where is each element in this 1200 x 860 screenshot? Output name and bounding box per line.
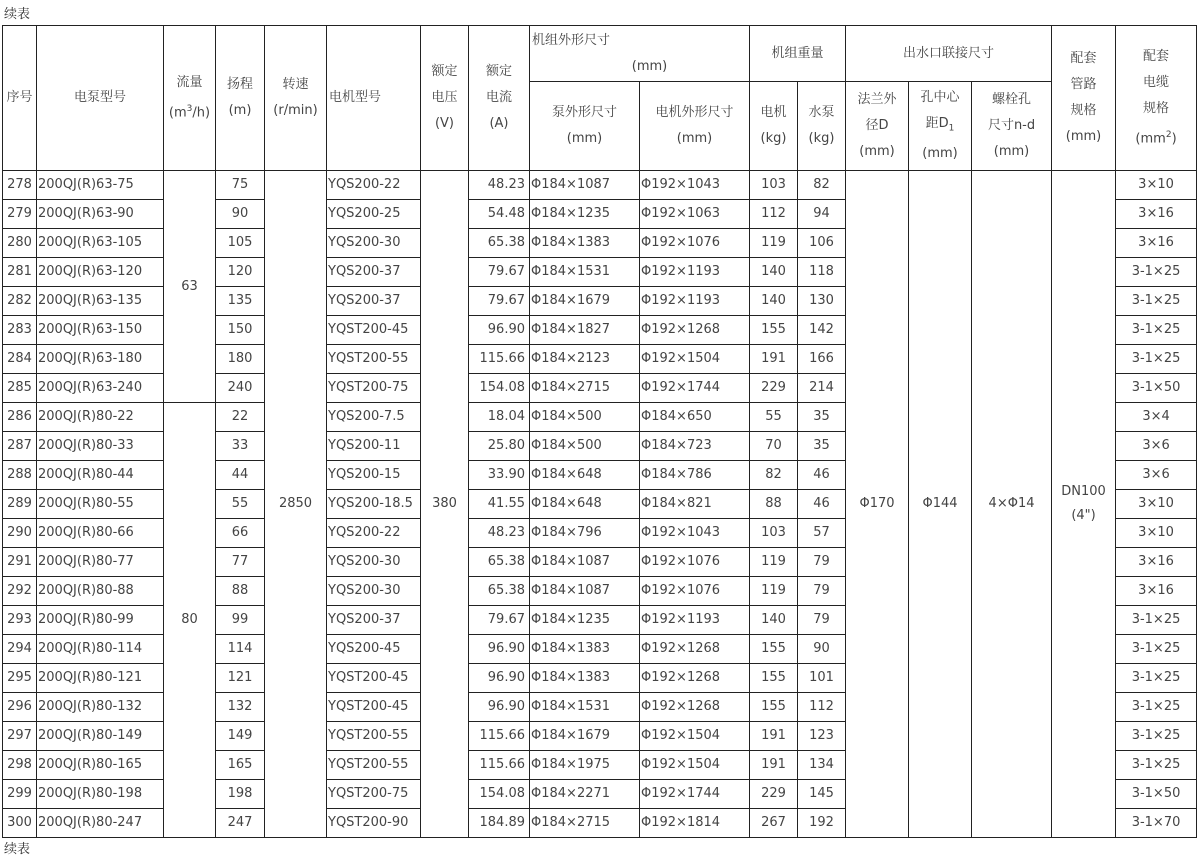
header-current: 额定 电流 (A) [469,26,530,171]
row-cable: 3×6 [1116,461,1197,490]
row-weight-pump: 130 [798,287,846,316]
row-motor-model: YQS200-37 [327,258,421,287]
row-weight-motor: 229 [750,374,798,403]
row-weight-motor: 140 [750,287,798,316]
row-weight-motor: 140 [750,258,798,287]
row-pump-dims: Φ184×1383 [530,635,640,664]
row-weight-motor: 191 [750,345,798,374]
row-cable: 3×10 [1116,519,1197,548]
row-seq: 299 [3,780,37,809]
row-pump-model: 200QJ(R)63-75 [37,171,164,200]
row-pump-model: 200QJ(R)80-66 [37,519,164,548]
row-pump-model: 200QJ(R)80-44 [37,461,164,490]
row-motor-model: YQST200-55 [327,751,421,780]
row-pump-dims: Φ184×648 [530,490,640,519]
row-motor-model: YQS200-30 [327,577,421,606]
row-cable: 3×10 [1116,171,1197,200]
table-row [3,171,1197,200]
row-current: 79.67 [469,258,530,287]
row-cable: 3-1×25 [1116,722,1197,751]
row-motor-dims: Φ192×1504 [640,751,750,780]
row-cable: 3×4 [1116,403,1197,432]
row-pump-model: 200QJ(R)80-22 [37,403,164,432]
row-head: 90 [216,200,265,229]
row-weight-pump: 79 [798,548,846,577]
row-weight-pump: 134 [798,751,846,780]
row-motor-dims: Φ192×1193 [640,606,750,635]
row-head: 44 [216,461,265,490]
row-pump-dims: Φ184×1975 [530,751,640,780]
row-pump-dims: Φ184×1679 [530,722,640,751]
row-seq: 278 [3,171,37,200]
bolt-cell: 4×Φ14 [972,171,1052,838]
row-head: 132 [216,693,265,722]
row-pump-dims: Φ184×648 [530,461,640,490]
header-speed: 转速 (r/min) [265,26,327,171]
row-motor-model: YQS200-22 [327,519,421,548]
row-motor-model: YQS200-37 [327,606,421,635]
row-motor-dims: Φ192×1814 [640,809,750,838]
row-weight-motor: 155 [750,635,798,664]
row-weight-motor: 88 [750,490,798,519]
row-pump-model: 200QJ(R)80-33 [37,432,164,461]
row-current: 33.90 [469,461,530,490]
row-cable: 3-1×25 [1116,287,1197,316]
row-seq: 279 [3,200,37,229]
row-motor-model: YQST200-90 [327,809,421,838]
header-pump-dims: 泵外形尺寸 (mm) [530,82,640,171]
row-current: 48.23 [469,519,530,548]
row-weight-pump: 192 [798,809,846,838]
row-weight-pump: 79 [798,606,846,635]
row-weight-pump: 166 [798,345,846,374]
row-pump-dims: Φ184×796 [530,519,640,548]
row-motor-dims: Φ184×723 [640,432,750,461]
header-bolt: 螺栓孔 尺寸n-d (mm) [972,82,1052,171]
row-pump-dims: Φ184×1087 [530,548,640,577]
row-seq: 283 [3,316,37,345]
header-voltage: 额定 电压 (V) [421,26,469,171]
row-weight-motor: 119 [750,229,798,258]
row-seq: 289 [3,490,37,519]
row-pump-model: 200QJ(R)80-121 [37,664,164,693]
row-pump-dims: Φ184×1087 [530,577,640,606]
header-cable: 配套 电缆 规格 $(mm^2)$ [1116,26,1197,171]
row-weight-pump: 46 [798,461,846,490]
row-motor-model: YQST200-55 [327,722,421,751]
row-pump-dims: Φ184×2715 [530,374,640,403]
row-cable: 3-1×25 [1116,316,1197,345]
row-motor-model: YQST200-45 [327,664,421,693]
row-seq: 285 [3,374,37,403]
row-pump-dims: Φ184×2715 [530,809,640,838]
row-motor-model: YQS200-30 [327,548,421,577]
row-pump-dims: Φ184×1827 [530,316,640,345]
row-weight-pump: 94 [798,200,846,229]
row-weight-pump: 123 [798,722,846,751]
row-seq: 290 [3,519,37,548]
row-cable: 3-1×25 [1116,606,1197,635]
row-weight-pump: 112 [798,693,846,722]
row-head: 105 [216,229,265,258]
row-motor-dims: Φ192×1268 [640,693,750,722]
row-seq: 298 [3,751,37,780]
row-current: 96.90 [469,316,530,345]
row-weight-pump: 35 [798,432,846,461]
row-motor-dims: Φ192×1063 [640,200,750,229]
row-motor-model: YQS200-22 [327,171,421,200]
row-weight-pump: 46 [798,490,846,519]
row-motor-dims: Φ192×1504 [640,345,750,374]
table-header [3,26,1197,171]
row-cable: 3-1×70 [1116,809,1197,838]
row-weight-motor: 155 [750,316,798,345]
row-weight-motor: 191 [750,722,798,751]
row-motor-dims: Φ192×1043 [640,171,750,200]
row-current: 18.04 [469,403,530,432]
row-pump-model: 200QJ(R)63-240 [37,374,164,403]
row-head: 77 [216,548,265,577]
table-caption-bottom: 续表 [4,842,31,857]
row-motor-dims: Φ192×1043 [640,519,750,548]
row-pump-model: 200QJ(R)63-105 [37,229,164,258]
flow-cell-63: 63 [164,171,216,403]
row-weight-motor: 229 [750,780,798,809]
pump-spec-table [2,25,1197,838]
row-motor-dims: Φ192×1268 [640,635,750,664]
row-weight-pump: 214 [798,374,846,403]
row-weight-pump: 142 [798,316,846,345]
header-weight-pump: 水泵 (kg) [798,82,846,171]
row-weight-pump: 90 [798,635,846,664]
row-motor-dims: Φ184×786 [640,461,750,490]
row-cable: 3×6 [1116,432,1197,461]
header-pump-model: 电泵型号 [37,26,164,171]
row-motor-dims: Φ184×821 [640,490,750,519]
row-current: 41.55 [469,490,530,519]
row-pump-model: 200QJ(R)80-99 [37,606,164,635]
row-head: 180 [216,345,265,374]
row-current: 184.89 [469,809,530,838]
row-weight-motor: 103 [750,519,798,548]
row-cable: 3×16 [1116,577,1197,606]
row-current: 96.90 [469,664,530,693]
row-pump-model: 200QJ(R)80-132 [37,693,164,722]
row-motor-dims: Φ192×1193 [640,258,750,287]
row-current: 115.66 [469,751,530,780]
row-seq: 296 [3,693,37,722]
pipe-size: DN100 [1061,484,1106,499]
row-current: 65.38 [469,229,530,258]
row-pump-dims: Φ184×500 [530,403,640,432]
row-pump-model: 200QJ(R)80-165 [37,751,164,780]
row-head: 165 [216,751,265,780]
header-flange: 法兰外 径D (mm) [846,82,909,171]
row-seq: 295 [3,664,37,693]
row-motor-model: YQS200-15 [327,461,421,490]
row-cable: 3-1×50 [1116,780,1197,809]
row-head: 66 [216,519,265,548]
row-pump-dims: Φ184×1383 [530,229,640,258]
row-head: 75 [216,171,265,200]
row-seq: 297 [3,722,37,751]
row-motor-model: YQS200-25 [327,200,421,229]
row-pump-dims: Φ184×1235 [530,606,640,635]
row-pump-dims: Φ184×2271 [530,780,640,809]
row-pump-model: 200QJ(R)63-90 [37,200,164,229]
row-current: 96.90 [469,693,530,722]
row-motor-model: YQST200-55 [327,345,421,374]
row-weight-motor: 119 [750,548,798,577]
header-head: 扬程 (m) [216,26,265,171]
row-current: 96.90 [469,635,530,664]
row-current: 65.38 [469,548,530,577]
pipe-cell [1052,171,1116,838]
row-motor-model: YQST200-45 [327,316,421,345]
row-current: 79.67 [469,606,530,635]
row-seq: 281 [3,258,37,287]
row-pump-dims: Φ184×1235 [530,200,640,229]
row-pump-model: 200QJ(R)63-180 [37,345,164,374]
row-cable: 3×16 [1116,548,1197,577]
header-outlet: 出水口联接尺寸 [846,26,1052,82]
row-weight-motor: 119 [750,577,798,606]
row-pump-dims: Φ184×1531 [530,693,640,722]
row-pump-model: 200QJ(R)80-114 [37,635,164,664]
header-motor-dims: 电机外形尺寸 (mm) [640,82,750,171]
row-weight-pump: 35 [798,403,846,432]
row-weight-pump: 118 [798,258,846,287]
row-weight-motor: 103 [750,171,798,200]
header-weight: 机组重量 [750,26,846,82]
row-motor-model: YQS200-7.5 [327,403,421,432]
row-weight-pump: 57 [798,519,846,548]
row-head: 22 [216,403,265,432]
row-pump-dims: Φ184×1531 [530,258,640,287]
hole-cell: Φ144 [909,171,972,838]
row-seq: 293 [3,606,37,635]
header-motor-model: 电机型号 [327,26,421,171]
row-motor-model: YQST200-75 [327,374,421,403]
row-weight-pump: 82 [798,171,846,200]
header-dims: 机组外形尺寸 (mm) [530,26,750,82]
row-pump-dims: Φ184×500 [530,432,640,461]
row-weight-motor: 155 [750,664,798,693]
row-seq: 287 [3,432,37,461]
header-hole: 孔中心 距$D_1$ (mm) [909,82,972,171]
row-motor-dims: Φ192×1504 [640,722,750,751]
row-seq: 286 [3,403,37,432]
row-motor-dims: Φ192×1268 [640,316,750,345]
pipe-size-inch: (4") [1071,508,1096,523]
row-pump-model: 200QJ(R)63-135 [37,287,164,316]
row-current: 154.08 [469,780,530,809]
row-head: 120 [216,258,265,287]
row-current: 79.67 [469,287,530,316]
row-motor-model: YQS200-11 [327,432,421,461]
row-cable: 3×10 [1116,490,1197,519]
row-head: 247 [216,809,265,838]
row-weight-pump: 106 [798,229,846,258]
row-head: 121 [216,664,265,693]
row-pump-dims: Φ184×1087 [530,171,640,200]
row-motor-dims: Φ192×1744 [640,780,750,809]
header-seq: 序号 [3,26,37,171]
header-flow: 流量 $(m^3/h)$ [164,26,216,171]
row-pump-dims: Φ184×1383 [530,664,640,693]
row-weight-motor: 112 [750,200,798,229]
row-seq: 292 [3,577,37,606]
row-cable: 3-1×25 [1116,664,1197,693]
row-motor-dims: Φ192×1268 [640,664,750,693]
row-current: 25.80 [469,432,530,461]
row-pump-model: 200QJ(R)80-77 [37,548,164,577]
row-current: 54.48 [469,200,530,229]
row-weight-motor: 267 [750,809,798,838]
header-pipe: 配套 管路 规格 (mm) [1052,26,1116,171]
row-current: 154.08 [469,374,530,403]
row-weight-motor: 82 [750,461,798,490]
row-head: 240 [216,374,265,403]
row-motor-model: YQS200-37 [327,287,421,316]
row-cable: 3-1×25 [1116,635,1197,664]
row-motor-dims: Φ192×1744 [640,374,750,403]
row-seq: 300 [3,809,37,838]
row-head: 114 [216,635,265,664]
row-motor-dims: Φ192×1076 [640,577,750,606]
row-weight-motor: 155 [750,693,798,722]
row-pump-model: 200QJ(R)80-88 [37,577,164,606]
row-cable: 3-1×25 [1116,258,1197,287]
row-head: 33 [216,432,265,461]
row-seq: 284 [3,345,37,374]
row-weight-pump: 145 [798,780,846,809]
row-pump-model: 200QJ(R)63-120 [37,258,164,287]
row-weight-motor: 70 [750,432,798,461]
row-motor-model: YQST200-75 [327,780,421,809]
row-cable: 3×16 [1116,200,1197,229]
row-head: 88 [216,577,265,606]
row-weight-motor: 191 [750,751,798,780]
row-head: 198 [216,780,265,809]
row-weight-motor: 55 [750,403,798,432]
voltage-cell: 380 [421,171,469,838]
row-cable: 3-1×50 [1116,374,1197,403]
row-head: 135 [216,287,265,316]
row-current: 48.23 [469,171,530,200]
row-motor-dims: Φ184×650 [640,403,750,432]
row-cable: 3×16 [1116,229,1197,258]
row-cable: 3-1×25 [1116,693,1197,722]
header-weight-motor: 电机 (kg) [750,82,798,171]
row-motor-model: YQS200-45 [327,635,421,664]
row-seq: 294 [3,635,37,664]
row-cable: 3-1×25 [1116,751,1197,780]
flange-cell: Φ170 [846,171,909,838]
row-head: 149 [216,722,265,751]
row-motor-model: YQS200-18.5 [327,490,421,519]
row-weight-pump: 101 [798,664,846,693]
row-head: 55 [216,490,265,519]
row-motor-dims: Φ192×1193 [640,287,750,316]
row-pump-model: 200QJ(R)80-198 [37,780,164,809]
row-pump-model: 200QJ(R)80-149 [37,722,164,751]
speed-cell: 2850 [265,171,327,838]
row-seq: 280 [3,229,37,258]
row-motor-model: YQST200-45 [327,693,421,722]
row-seq: 291 [3,548,37,577]
row-current: 115.66 [469,345,530,374]
row-pump-model: 200QJ(R)63-150 [37,316,164,345]
flow-cell-80: 80 [164,403,216,838]
row-current: 115.66 [469,722,530,751]
row-head: 99 [216,606,265,635]
row-seq: 288 [3,461,37,490]
row-weight-motor: 140 [750,606,798,635]
row-seq: 282 [3,287,37,316]
row-head: 150 [216,316,265,345]
row-weight-pump: 79 [798,577,846,606]
row-pump-dims: Φ184×1679 [530,287,640,316]
row-cable: 3-1×25 [1116,345,1197,374]
row-motor-model: YQS200-30 [327,229,421,258]
row-pump-dims: Φ184×2123 [530,345,640,374]
table-caption-top: 续表 [4,7,31,22]
row-motor-dims: Φ192×1076 [640,229,750,258]
row-motor-dims: Φ192×1076 [640,548,750,577]
row-current: 65.38 [469,577,530,606]
row-pump-model: 200QJ(R)80-247 [37,809,164,838]
row-pump-model: 200QJ(R)80-55 [37,490,164,519]
table-body [3,171,1197,838]
